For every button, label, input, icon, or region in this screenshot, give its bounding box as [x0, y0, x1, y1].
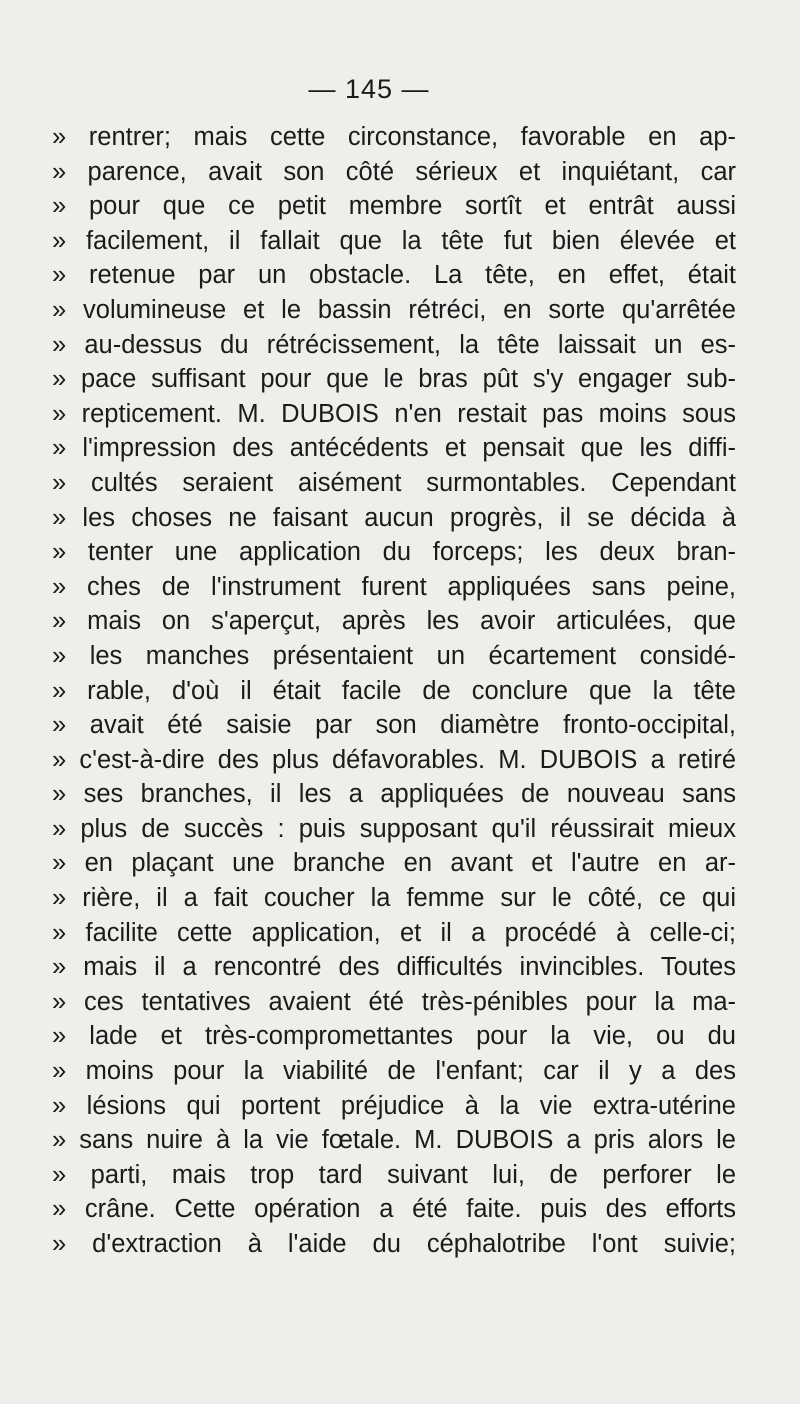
body-text	[52, 120, 736, 1262]
text-line: » facilement, il fallait que la tête fut bien élevée et	[52, 226, 736, 255]
text-line: » c'est-à-dire des plus défavorables. M. DUBOIS a retiré	[52, 745, 736, 774]
text-line: » retenue par un obstacle. La tête, en effet, était	[52, 261, 736, 290]
text-line: » lésions qui portent préjudice à la vie extra-utérine	[52, 1091, 736, 1120]
text-line: » rentrer; mais cette circonstance, favorable en ap-	[52, 123, 736, 151]
text-line: » parti, mais trop tard suivant lui, de perforer le	[52, 1160, 736, 1189]
text-line: » ses branches, il les a appliquées de nouveau sans	[52, 780, 736, 809]
text-line: » tenter une application du forceps; les deux bran-	[52, 538, 736, 567]
text-line: » parence, avait son côté sérieux et inquiétant, car	[52, 157, 736, 186]
text-line: » les manches présentaient un écartement considé-	[52, 641, 736, 670]
text-line: » au-dessus du rétrécissement, la tête laissait un es-	[52, 330, 736, 359]
text-line: » facilite cette application, et il a procédé à celle-ci;	[52, 918, 736, 947]
text-line: » les choses ne faisant aucun progrès, il se décida à	[52, 503, 736, 532]
text-line: » plus de succès : puis supposant qu'il réussirait mieux	[52, 814, 736, 843]
text-line: » ches de l'instrument furent appliquées sans peine,	[52, 572, 736, 601]
text-line: » crâne. Cette opération a été faite. puis des efforts	[52, 1195, 736, 1224]
text-line: » rable, d'où il était facile de conclure que la tête	[52, 676, 736, 705]
text-line: » rière, il a fait coucher la femme sur le côté, ce qui	[52, 884, 736, 913]
text-line: » pace suffisant pour que le bras pût s'y engager sub-	[52, 365, 736, 394]
text-line: » d'extraction à l'aide du céphalotribe l'ont suivie;	[52, 1230, 736, 1258]
text-line: » avait été saisie par son diamètre fronto-occipital,	[52, 711, 736, 740]
text-line: » mais on s'aperçut, après les avoir articulées, que	[52, 607, 736, 636]
text-line: » pour que ce petit membre sortît et entrât aussi	[52, 192, 736, 221]
text-line: » ces tentatives avaient été très-pénibles pour la ma-	[52, 987, 736, 1016]
text-line: » en plaçant une branche en avant et l'autre en ar-	[52, 849, 736, 878]
text-line: » volumineuse et le bassin rétréci, en sorte qu'arrêtée	[52, 295, 736, 324]
text-line: » moins pour la viabilité de l'enfant; car il y a des	[52, 1057, 736, 1086]
text-line: » sans nuire à la vie fœtale. M. DUBOIS a pris alors le	[52, 1126, 736, 1155]
text-line: » cultés seraient aisément surmontables. Cependant	[52, 468, 736, 497]
text-line: » mais il a rencontré des difficultés invincibles. Toutes	[52, 953, 736, 982]
text-line: » lade et très-compromettantes pour la vie, ou du	[52, 1022, 736, 1051]
text-line: » repticement. M. DUBOIS n'en restait pas moins sous	[52, 399, 736, 428]
text-line: » l'impression des antécédents et pensait que les diffi-	[52, 434, 736, 463]
page-number: — 145 —	[308, 74, 430, 104]
